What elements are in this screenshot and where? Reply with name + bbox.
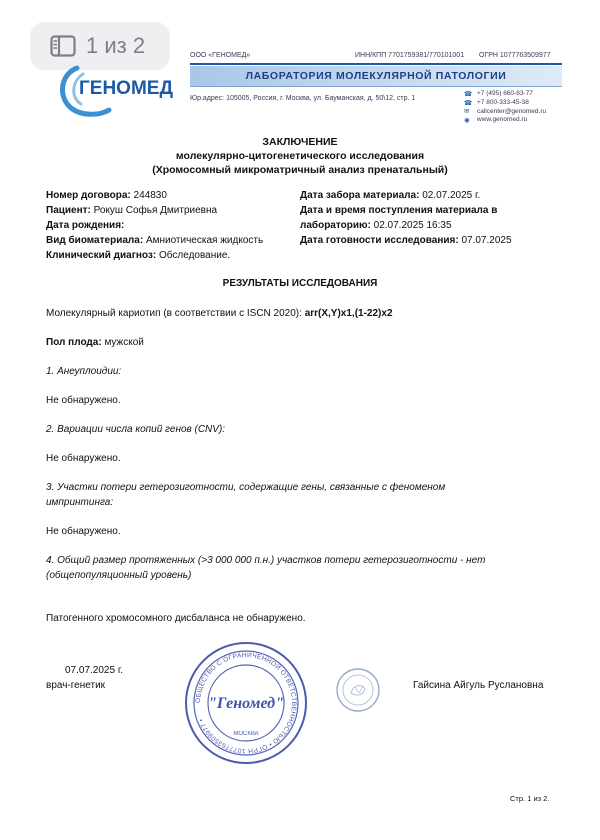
email-icon: ✉ — [464, 108, 470, 116]
contract-label: Номер договора: — [46, 190, 131, 201]
section-2-value: Не обнаружено. — [46, 453, 121, 464]
doc-title: ЗАКЛЮЧЕНИЕ — [262, 136, 338, 148]
website[interactable]: www.genomed.ru — [477, 116, 528, 124]
legal-address: Юр.адрес: 105005, Россия, г. Москва, ул. Бауманская, д. 50\12, стр. 1 — [190, 95, 416, 102]
section-3-title-2: импринтинга: — [46, 497, 114, 508]
biomaterial-value: Амниотическая жидкость — [145, 235, 264, 246]
page-footer: Стр. 1 из 2. — [510, 794, 550, 803]
patient-value: Рокуш Софья Дмитриевна — [93, 205, 218, 216]
fetal-sex-label: Пол плода: — [46, 337, 102, 348]
contract-value: 244830 — [133, 190, 167, 201]
section-1-value: Не обнаружено. — [46, 395, 121, 406]
phone-icon: ☎ — [464, 90, 473, 98]
inn-kpp: ИНН/КПП 7701759381/770101001 — [355, 52, 465, 59]
diagnosis-row — [46, 248, 230, 263]
karyotype-row — [46, 306, 393, 321]
karyotype-value: arr(X,Y)x1,(1-22)x2 — [304, 308, 393, 319]
section-4-title-1: 4. Общий размер протяженных (>3 000 000 п.н.) участков потери гетерозиготности - нет — [46, 555, 486, 566]
results-heading: РЕЗУЛЬТАТЫ ИССЛЕДОВАНИЯ — [222, 278, 378, 289]
doc-subtitle-2: (Хромосомный микроматричный анализ пренатальный) — [152, 164, 448, 176]
fetal-sex-value: мужской — [104, 337, 144, 348]
arrival-value: 02.07.2025 16:35 — [373, 220, 452, 231]
section-4-title-2: (общепопуляционный уровень) — [46, 570, 192, 581]
karyotype-label: Молекулярный кариотип (в соответствии с ISCN 2020): — [46, 308, 302, 319]
stamp-ring-text: ОБЩЕСТВО С ОГРАНИЧЕННОЙ ОТВЕТСТВЕННОСТЬЮ • ОГРН 1077763509977 • — [194, 651, 298, 755]
patient-row — [46, 203, 217, 218]
stamp-center-text: "Геномед" — [208, 695, 284, 712]
collection-row — [300, 188, 480, 203]
lab-name-band: ЛАБОРАТОРИЯ МОЛЕКУЛЯРНОЙ ПАТОЛОГИИ — [190, 66, 562, 86]
email[interactable]: callcenter@genomed.ru — [477, 107, 547, 115]
arrival-label-2: лабораторию: — [300, 220, 371, 231]
fetal-sex-row — [46, 335, 144, 350]
page-counter-text: 1 из 2 — [86, 33, 146, 58]
pages-icon — [50, 35, 76, 57]
section-2-title: 2. Вариации числа копий генов (CNV): — [46, 424, 226, 435]
logo-text: ГЕНОМЕД — [79, 78, 173, 99]
signature-date: 07.07.2025 г. — [65, 665, 124, 676]
org-name: ООО «ГЕНОМЕД» — [190, 52, 251, 59]
phone-2: +7 800-333-45-38 — [477, 98, 529, 106]
section-3-value: Не обнаружено. — [46, 526, 121, 537]
ogrn: ОГРН 1077763509977 — [479, 52, 551, 59]
conclusion: Патогенного хромосомного дисбаланса не обнаружено. — [46, 613, 306, 624]
header-divider-top — [190, 63, 562, 65]
doctor-name: Гайсина Айгуль Руслановна — [413, 680, 544, 691]
collection-label: Дата забора материала: — [300, 190, 420, 201]
phone-icon: ☎ — [464, 99, 473, 107]
arrival-label-1: Дата и время поступления материала в — [300, 205, 498, 216]
doctor-role: врач-генетик — [46, 680, 106, 691]
ready-row — [300, 233, 512, 248]
collection-value: 02.07.2025 г. — [422, 190, 481, 201]
birth-label: Дата рождения: — [46, 220, 125, 231]
birth-row — [46, 218, 124, 233]
biomaterial-label: Вид биоматериала: — [46, 235, 144, 246]
ready-label: Дата готовности исследования: — [300, 235, 459, 246]
diagnosis-label: Клинический диагноз: — [46, 250, 157, 261]
biomaterial-row — [46, 233, 263, 248]
globe-icon: ◉ — [464, 117, 470, 125]
section-3-title-1: 3. Участки потери гетерозиготности, содержащие гены, связанные с феноменом — [46, 482, 446, 493]
contacts-block — [464, 90, 546, 125]
arrival-row — [300, 218, 452, 233]
stamp-city: МОСКВА — [233, 731, 259, 737]
patient-label: Пациент: — [46, 205, 91, 216]
contract-row — [46, 188, 167, 203]
section-1-title: 1. Анеуплоидии: — [46, 366, 122, 377]
ready-value: 07.07.2025 — [461, 235, 512, 246]
diagnosis-value: Обследование. — [159, 250, 231, 261]
header-divider-bottom — [190, 86, 562, 87]
company-stamp — [183, 640, 309, 766]
doctor-seal — [335, 667, 381, 713]
doc-subtitle: молекулярно-цитогенетического исследования — [175, 150, 425, 162]
phone-1: +7 (495) 660-83-77 — [477, 90, 533, 97]
genomed-logo — [55, 60, 175, 120]
